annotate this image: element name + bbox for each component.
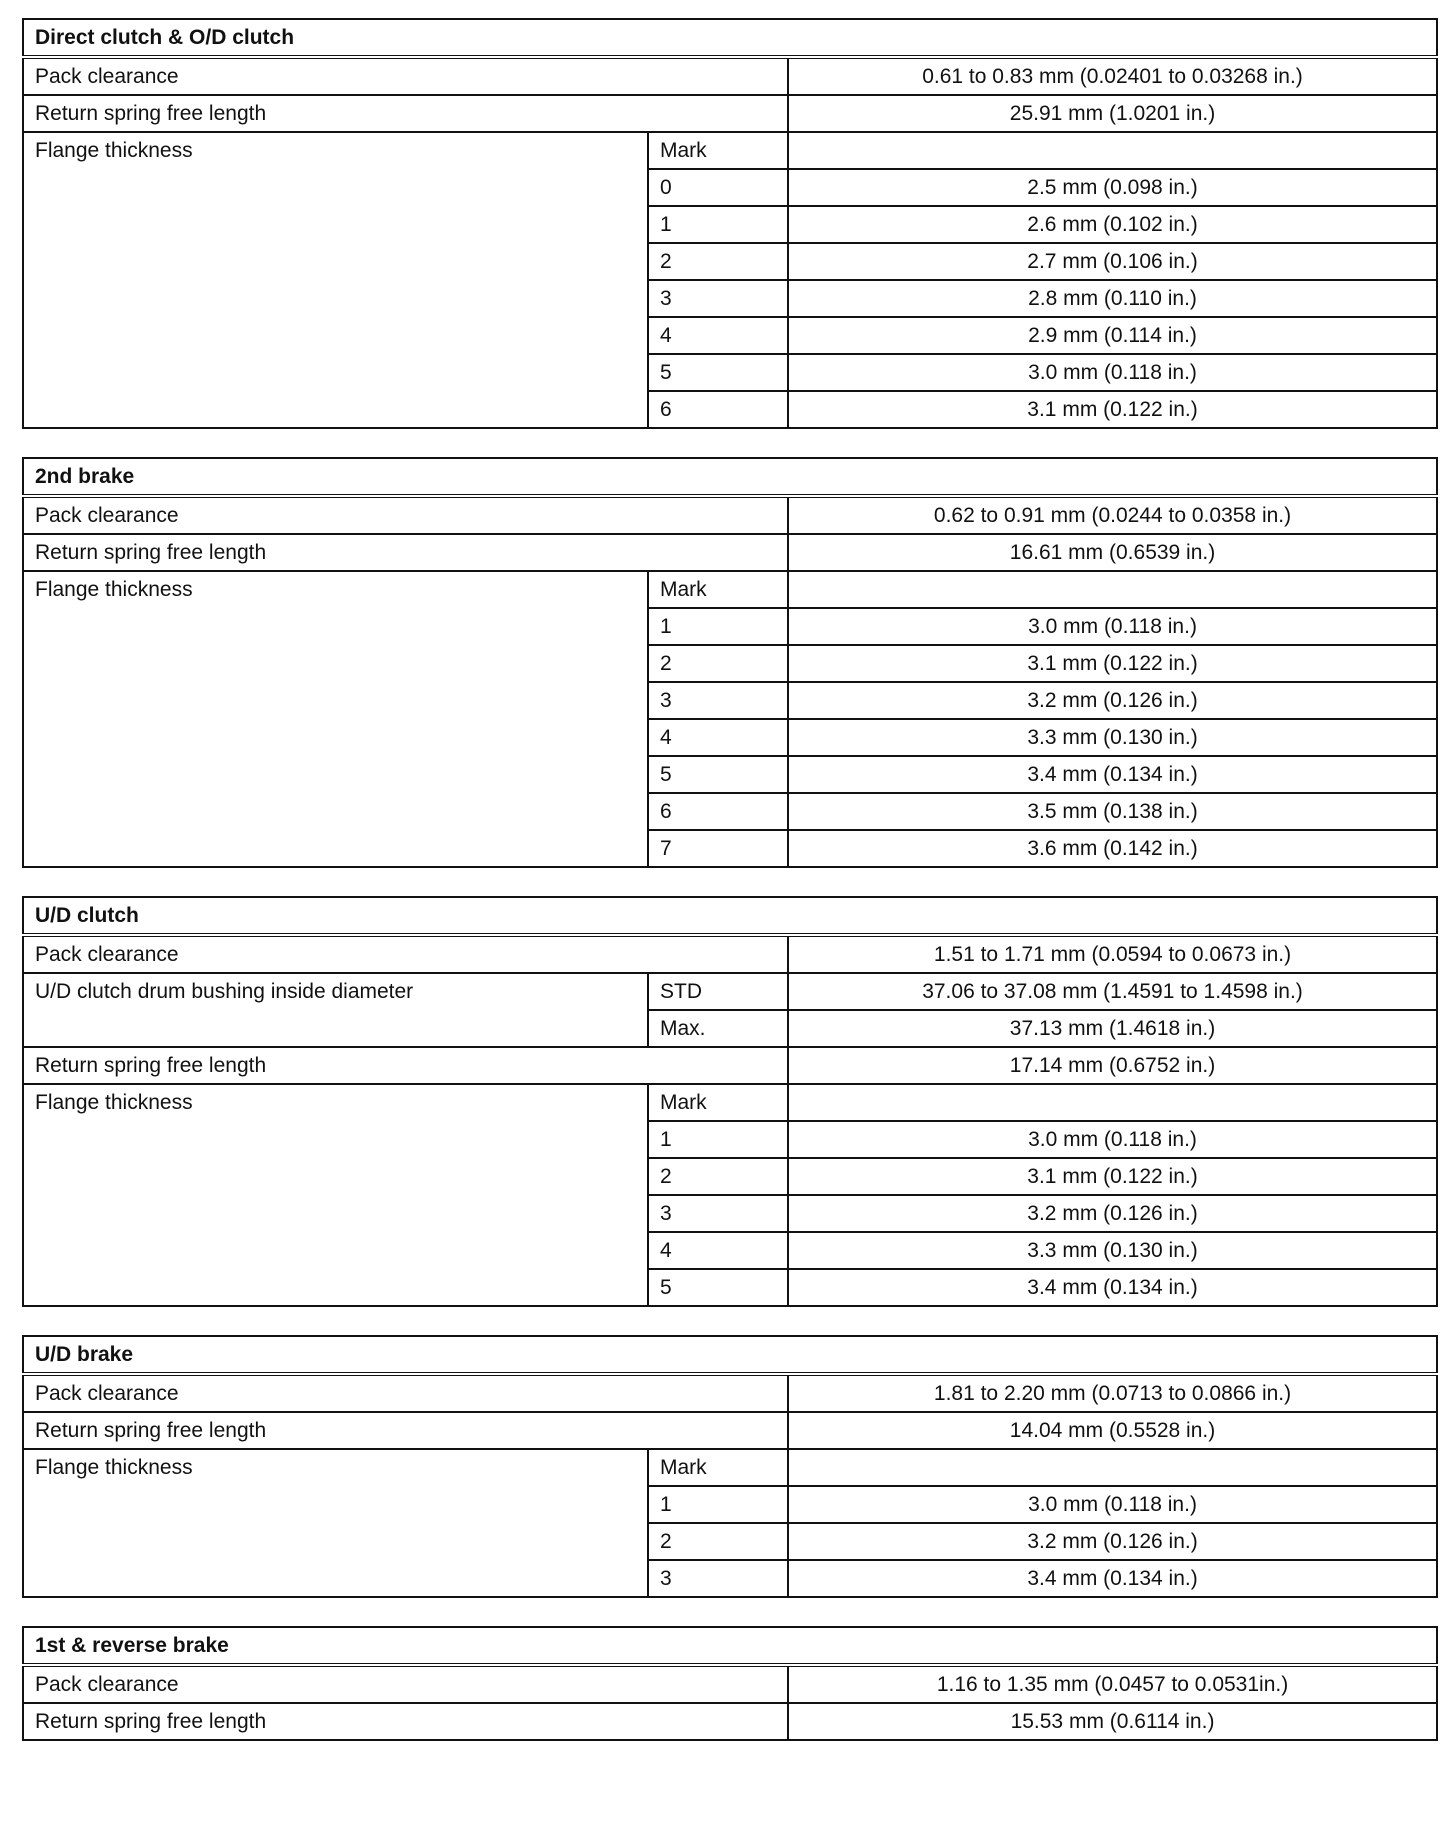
spec-page: [22, 18, 1436, 1769]
flange-mark: 3: [648, 1560, 788, 1597]
flange-thickness-label: Flange thickness: [23, 1084, 648, 1306]
flange-mark: 3: [648, 682, 788, 719]
flange-mark: 4: [648, 317, 788, 354]
mark-header: Mark: [648, 571, 788, 608]
flange-value: 3.0 mm (0.118 in.): [788, 1486, 1437, 1523]
spec-table-2nd-brake: [22, 457, 1438, 868]
flange-mark: 5: [648, 756, 788, 793]
mark-header-blank: [788, 571, 1437, 608]
pack-clearance-value: 1.16 to 1.35 mm (0.0457 to 0.0531in.): [788, 1665, 1437, 1703]
mark-header-blank: [788, 1449, 1437, 1486]
flange-value: 2.8 mm (0.110 in.): [788, 280, 1437, 317]
return-spring-value: 14.04 mm (0.5528 in.): [788, 1412, 1437, 1449]
return-spring-value: 15.53 mm (0.6114 in.): [788, 1703, 1437, 1740]
section-title: U/D clutch: [23, 897, 1437, 935]
flange-value: 2.7 mm (0.106 in.): [788, 243, 1437, 280]
bushing-std-label: STD: [648, 973, 788, 1010]
section-title: 1st & reverse brake: [23, 1627, 1437, 1665]
pack-clearance-label: Pack clearance: [23, 496, 788, 534]
flange-mark: 1: [648, 608, 788, 645]
pack-clearance-value: 0.61 to 0.83 mm (0.02401 to 0.03268 in.): [788, 57, 1437, 95]
flange-thickness-label: Flange thickness: [23, 571, 648, 867]
flange-value: 3.2 mm (0.126 in.): [788, 682, 1437, 719]
section-title: 2nd brake: [23, 458, 1437, 496]
section-title: Direct clutch & O/D clutch: [23, 19, 1437, 57]
flange-mark: 6: [648, 793, 788, 830]
flange-mark: 6: [648, 391, 788, 428]
pack-clearance-value: 1.81 to 2.20 mm (0.0713 to 0.0866 in.): [788, 1374, 1437, 1412]
flange-mark: 4: [648, 1232, 788, 1269]
pack-clearance-label: Pack clearance: [23, 57, 788, 95]
spec-table-ud-clutch: [22, 896, 1438, 1307]
flange-thickness-label: Flange thickness: [23, 132, 648, 428]
flange-value: 3.4 mm (0.134 in.): [788, 756, 1437, 793]
flange-mark: 5: [648, 1269, 788, 1306]
return-spring-label: Return spring free length: [23, 534, 788, 571]
flange-mark: 1: [648, 206, 788, 243]
return-spring-label: Return spring free length: [23, 1047, 788, 1084]
flange-mark: 5: [648, 354, 788, 391]
flange-value: 3.2 mm (0.126 in.): [788, 1195, 1437, 1232]
flange-mark: 2: [648, 243, 788, 280]
mark-header: Mark: [648, 1449, 788, 1486]
flange-value: 3.0 mm (0.118 in.): [788, 608, 1437, 645]
mark-header-blank: [788, 1084, 1437, 1121]
flange-value: 3.0 mm (0.118 in.): [788, 1121, 1437, 1158]
flange-value: 2.5 mm (0.098 in.): [788, 169, 1437, 206]
flange-value: 3.4 mm (0.134 in.): [788, 1269, 1437, 1306]
bushing-max-value: 37.13 mm (1.4618 in.): [788, 1010, 1437, 1047]
return-spring-value: 16.61 mm (0.6539 in.): [788, 534, 1437, 571]
bushing-max-label: Max.: [648, 1010, 788, 1047]
flange-mark: 2: [648, 1523, 788, 1560]
flange-mark: 3: [648, 280, 788, 317]
return-spring-value: 17.14 mm (0.6752 in.): [788, 1047, 1437, 1084]
flange-value: 3.3 mm (0.130 in.): [788, 719, 1437, 756]
flange-mark: 7: [648, 830, 788, 867]
flange-thickness-label: Flange thickness: [23, 1449, 648, 1597]
flange-value: 3.1 mm (0.122 in.): [788, 1158, 1437, 1195]
flange-mark: 2: [648, 1158, 788, 1195]
section-title: U/D brake: [23, 1336, 1437, 1374]
flange-value: 2.9 mm (0.114 in.): [788, 317, 1437, 354]
flange-value: 3.5 mm (0.138 in.): [788, 793, 1437, 830]
flange-value: 3.0 mm (0.118 in.): [788, 354, 1437, 391]
mark-header: Mark: [648, 132, 788, 169]
mark-header-blank: [788, 132, 1437, 169]
flange-value: 3.1 mm (0.122 in.): [788, 391, 1437, 428]
mark-header: Mark: [648, 1084, 788, 1121]
flange-mark: 3: [648, 1195, 788, 1232]
return-spring-value: 25.91 mm (1.0201 in.): [788, 95, 1437, 132]
flange-mark: 1: [648, 1486, 788, 1523]
flange-value: 3.1 mm (0.122 in.): [788, 645, 1437, 682]
return-spring-label: Return spring free length: [23, 1703, 788, 1740]
pack-clearance-label: Pack clearance: [23, 1374, 788, 1412]
return-spring-label: Return spring free length: [23, 1412, 788, 1449]
return-spring-label: Return spring free length: [23, 95, 788, 132]
bushing-diameter-label: U/D clutch drum bushing inside diameter: [23, 973, 648, 1047]
flange-value: 2.6 mm (0.102 in.): [788, 206, 1437, 243]
pack-clearance-value: 0.62 to 0.91 mm (0.0244 to 0.0358 in.): [788, 496, 1437, 534]
bushing-std-value: 37.06 to 37.08 mm (1.4591 to 1.4598 in.): [788, 973, 1437, 1010]
pack-clearance-label: Pack clearance: [23, 1665, 788, 1703]
flange-value: 3.2 mm (0.126 in.): [788, 1523, 1437, 1560]
spec-table-ud-brake: [22, 1335, 1438, 1598]
spec-table-direct-od-clutch: [22, 18, 1438, 429]
flange-mark: 0: [648, 169, 788, 206]
pack-clearance-value: 1.51 to 1.71 mm (0.0594 to 0.0673 in.): [788, 935, 1437, 973]
pack-clearance-label: Pack clearance: [23, 935, 788, 973]
flange-value: 3.3 mm (0.130 in.): [788, 1232, 1437, 1269]
spec-table-1st-reverse-brake: [22, 1626, 1438, 1741]
flange-value: 3.6 mm (0.142 in.): [788, 830, 1437, 867]
flange-mark: 1: [648, 1121, 788, 1158]
flange-value: 3.4 mm (0.134 in.): [788, 1560, 1437, 1597]
flange-mark: 2: [648, 645, 788, 682]
flange-mark: 4: [648, 719, 788, 756]
